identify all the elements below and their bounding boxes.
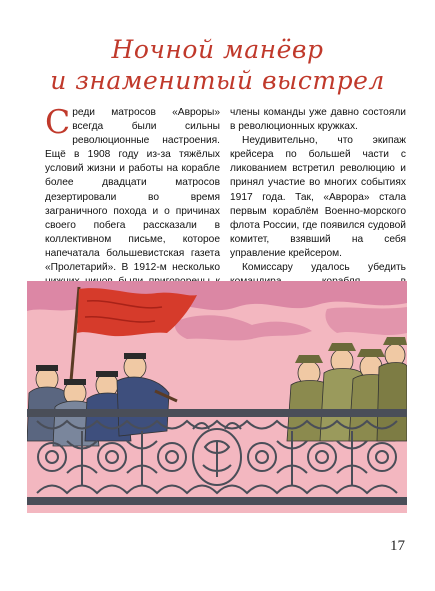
title-line-1: Ночной манёвр bbox=[111, 35, 324, 64]
chapter-title bbox=[0, 34, 435, 96]
title-line-2: и знаменитый выстрел bbox=[50, 66, 385, 95]
illustration-sailors-and-officers bbox=[27, 281, 407, 513]
paragraph-3: Комиссару удалось убедить bbox=[242, 262, 406, 274]
page-number: 17 bbox=[390, 538, 405, 554]
paragraph-continued: члены команды уже давно состояли в революционных кружках. bbox=[230, 107, 406, 133]
railing-bottom-bar bbox=[27, 497, 407, 505]
paragraph-2: Неудивительно, что экипаж крейсера по большей части с ликованием встретил революцию и принял участие во многих событиях 1917 года. Так, «Аврора» стала первым кораблём Военно-морского флота России, где появился судовой комитет, взявший на себя управление крейсером. bbox=[230, 135, 406, 259]
paragraph-1-text: реди матросов «Авроры» всегда были сильны революционные настроения. Ещё в 1908 году из-за тяжёлых условий жизни и работы на корабле более двадцати матросов дезертировали во время заграничного похода и о причинах своего побега рассказали в коллективном письме, которое напечатала большевистская газета «Пролетарий». В 1912-м несколько bbox=[45, 107, 220, 274]
drop-cap: С bbox=[45, 102, 71, 141]
railing-top-bar bbox=[27, 409, 407, 417]
